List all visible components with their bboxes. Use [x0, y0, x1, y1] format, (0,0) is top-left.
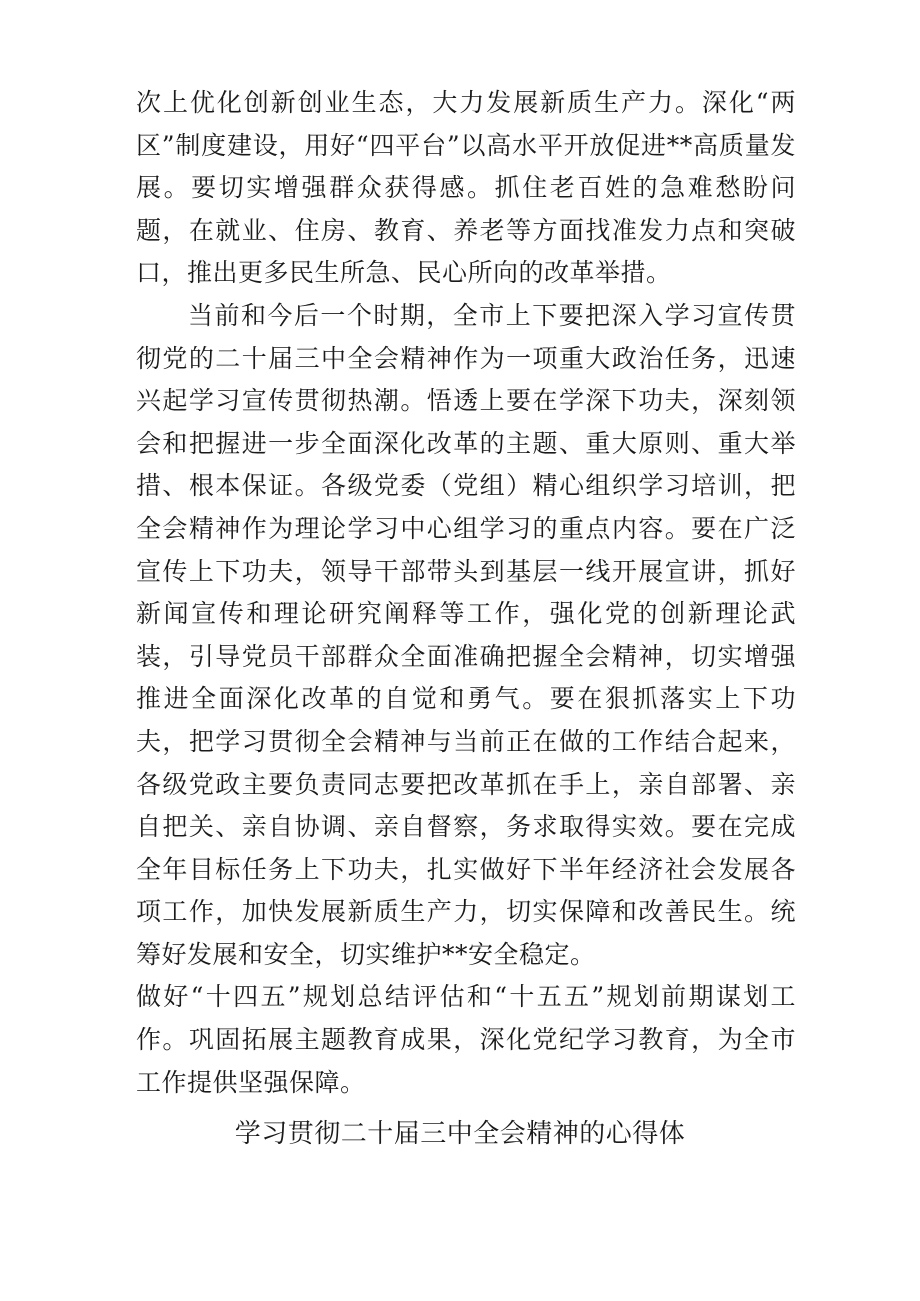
paragraph-continuation: 次上优化创新创业生态，大力发展新质生产力。深化“两区”制度建设，用好“四平台”以高水平开放促进**高质量发展。要切实增强群众获得感。抓住老百姓的急难愁盼问题，在就业、住房、教育、养老等方面找准发力点和突破口，推出更多民生所急、民心所向的改革举措。 [136, 88, 796, 288]
document-body [136, 82, 796, 1104]
next-section-heading: 学习贯彻二十届三中全会精神的心得体 [234, 1119, 686, 1149]
paragraph-planning-work: 做好“十四五”规划总结评估和“十五五”规划前期谋划工作。巩固拓展主题教育成果，深化党纪学习教育，为全市工作提供坚强保障。 [136, 982, 796, 1097]
paragraph-study-implementation: 当前和今后一个时期，全市上下要把深入学习宣传贯彻党的二十届三中全会精神作为一项重大政治任务，迅速兴起学习宣传贯彻热潮。悟透上要在学深下功夫，深刻领会和把握进一步全面深化改革的主题、重大原则、重大举措、根本保证。各级党委（党组）精心组织学习培训，把全会精神作为理论学习中心组学习的重点内容。要在广泛宣传上下功夫，领导干部带头到基层一线开展宣讲，抓好新闻宣传和理论研究阐释等工作，强化党的创新理论武装，引导党员干部群众全面准确把握全会精神，切实增强推进全面深化改革的自觉和勇气。要在狠抓落实上下功夫，把学习贯彻全会精神与当前正在做的工作结合起来，各级党政主要负责同志要把改革抓在手上，亲自部署、亲自把关、亲自协调、亲自督察，务求取得实效。要在完成全年目标任务上下功夫，扎实做好下半年经济社会发展各项工作，加快发展新质生产力，切实保障和改善民生。统筹好发展和安全，切实维护**安全稳定。 [136, 300, 796, 969]
